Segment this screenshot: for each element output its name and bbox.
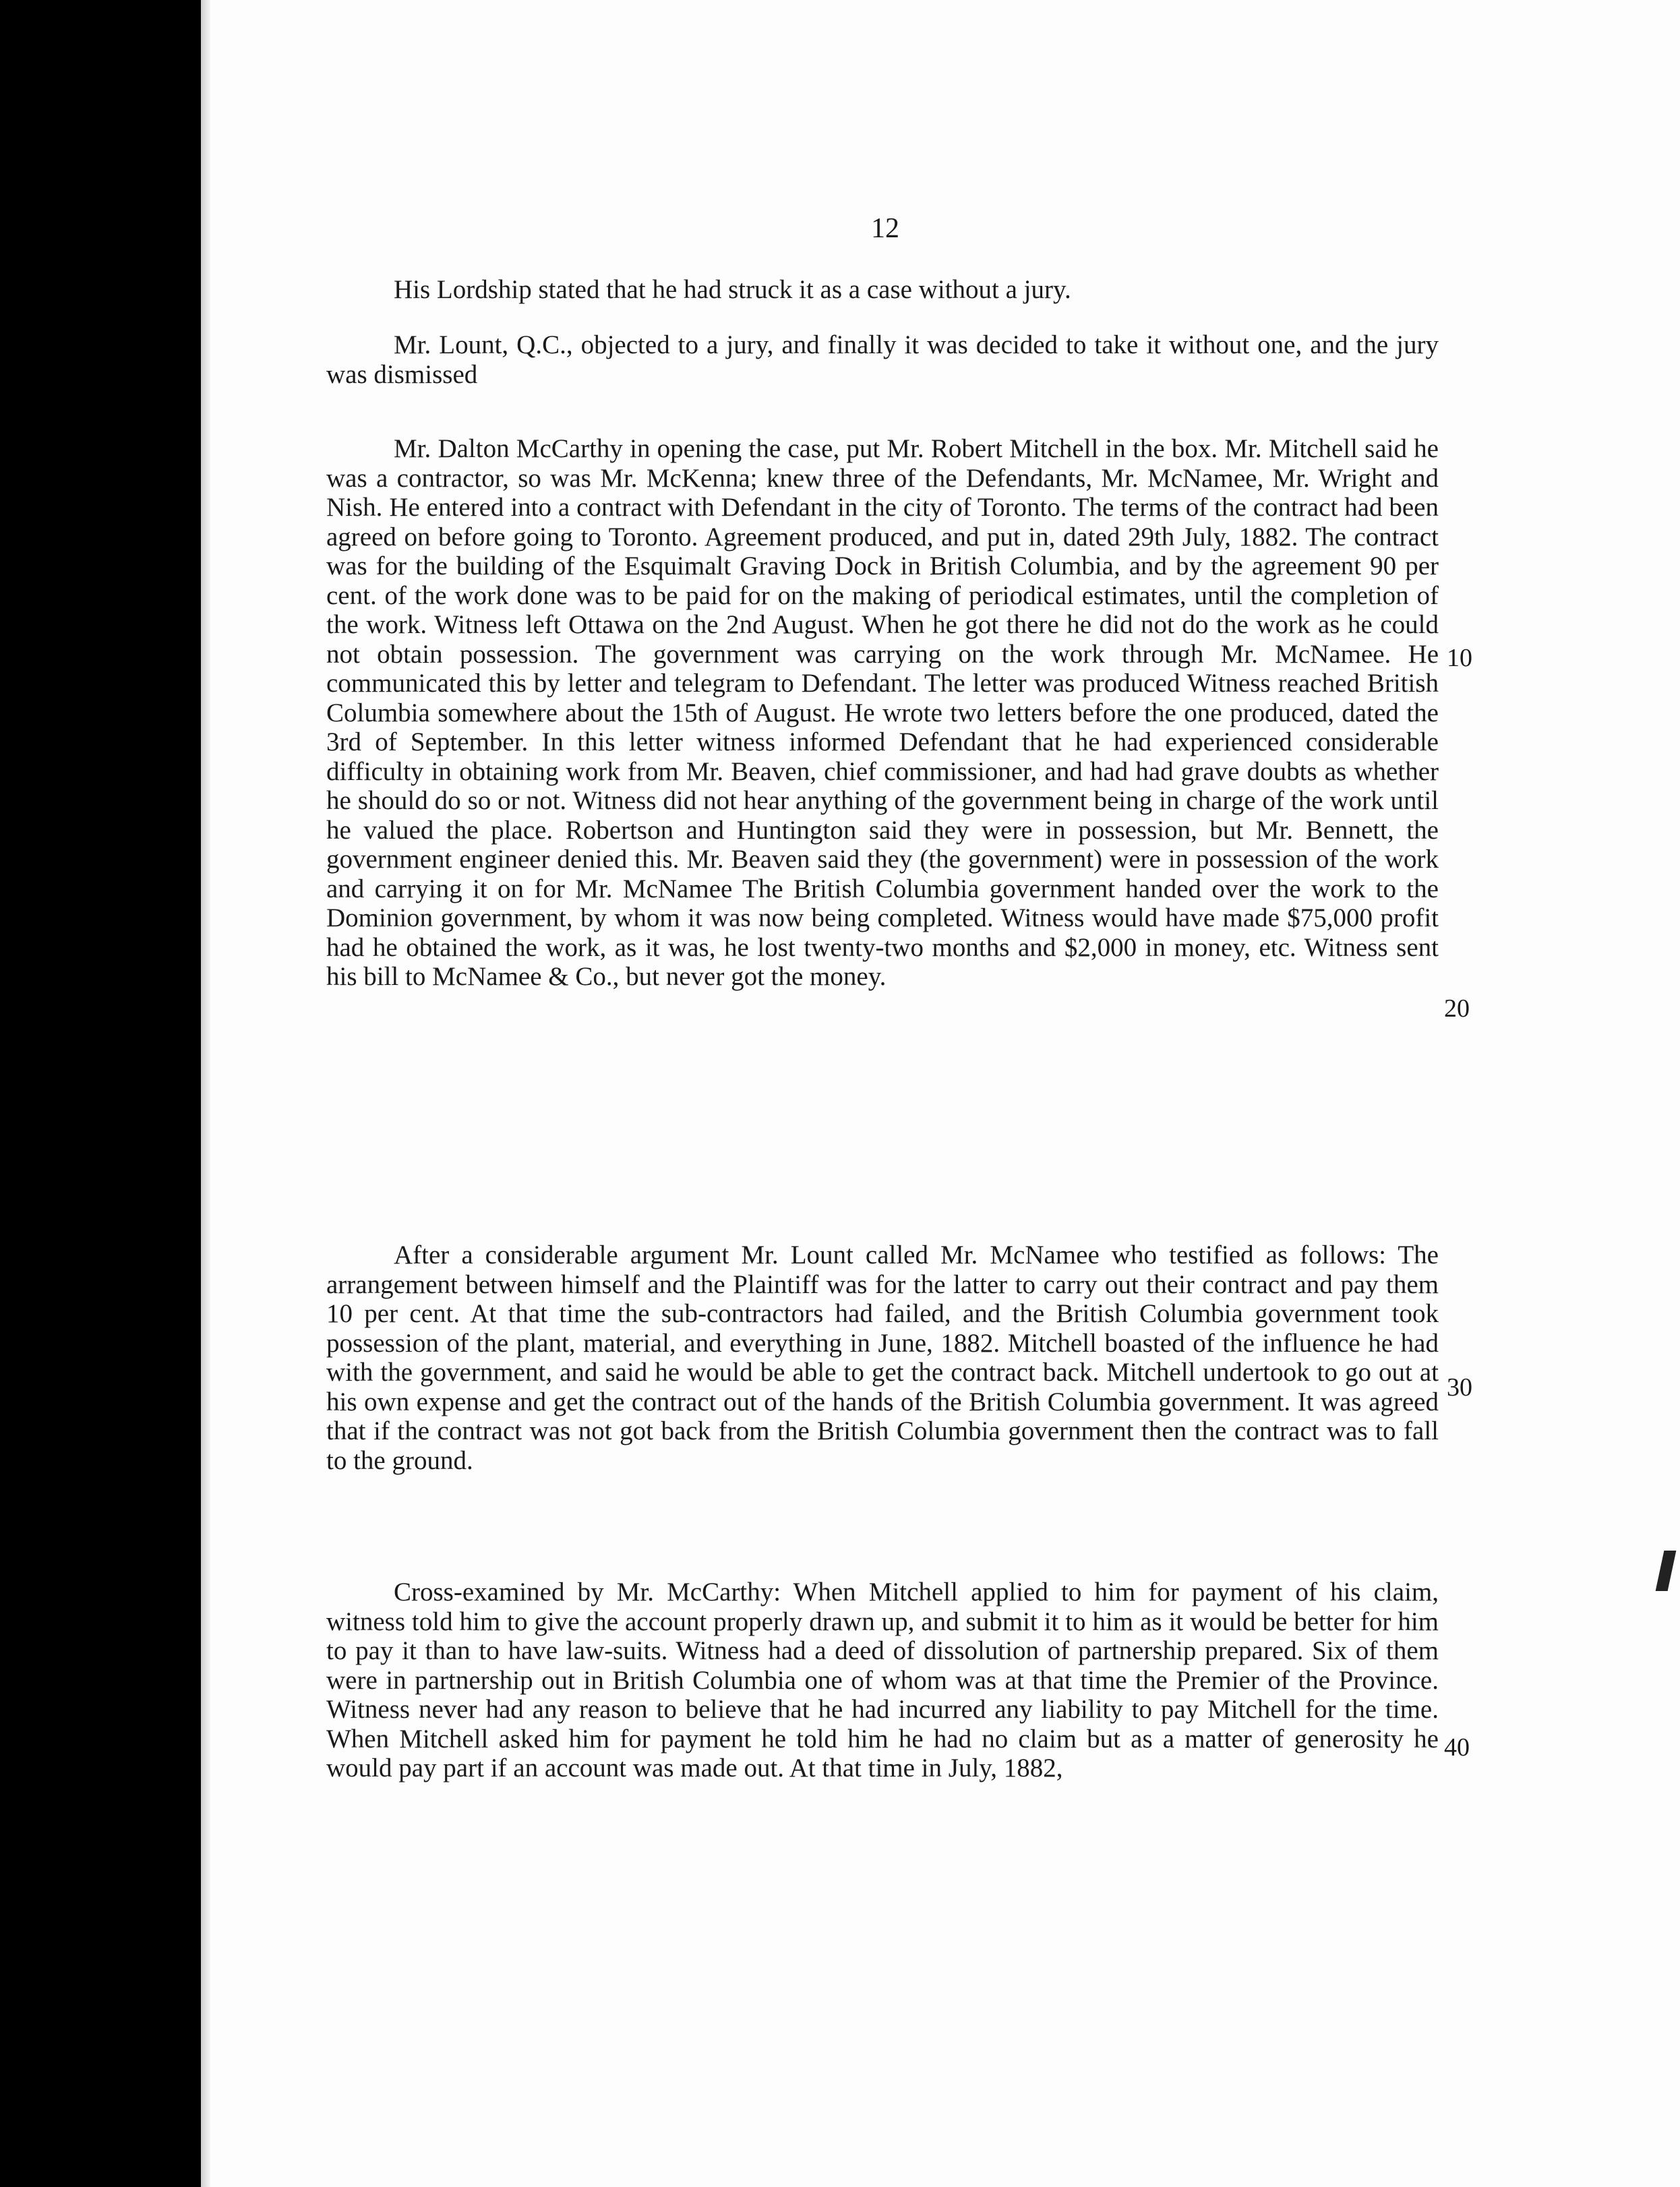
- paragraph-3: Mr. Dalton McCarthy in opening the case, put Mr. Robert Mitchell in the box. Mr. Mitchell said he was a contractor, so was Mr. McKenna; knew three of the Defendants, Mr. McNamee, Mr. Wright and Nish. He entered into a contract with Defendant in the city of Toronto. The terms of the contract had been agreed on before going to Toronto. Agreement produced, and put in, dated 29th July, 1882. The contract was for the building of the Esquimalt Graving Dock in British Columbia, and by the agreement 90 per cent. of the work done was to be paid for on the making of periodical estimates, until the completion of the work. Witness left Ottawa on the 2nd August. When he got there he did not do the work as he could not obtain possession. The government was carrying on the work through Mr. McNamee. He communicated this by letter and telegram to Defendant. The letter was produced Witness reached British Columbia somewhere about the 15th of August. He wrote two letters before the one produced, dated the 3rd of September. In this letter witness informed Defendant that he had experienced considerable difficulty in obtaining work from Mr. Beaven, chief commissioner, and had had grave doubts as whether he should do so or not. Witness did not hear anything of the government being in charge of the work until he valued the place. Robertson and Huntington said they were in possession, but Mr. Bennett, the government engineer denied this. Mr. Beaven said they (the government) were in possession of the work and carrying it on for Mr. McNamee The British Columbia government handed over the work to the Dominion government, by whom it was now being completed. Witness would have made $75,000 profit had he obtained the work, as it was, he lost twenty-two months and $2,000 in money, etc. Witness sent his bill to McNamee & Co., but never got the money.: [326, 434, 1439, 991]
- paragraph-4: After a considerable argument Mr. Lount called Mr. McNamee who testified as follows: The arrangement between himself and the Plaintiff was for the latter to carry out their contract and pay them 10 per cent. At that time the sub-contractors had failed, and the British Columbia government took possession of the plant, material, and everything in June, 1882. Mitchell boasted of the influence he had with the government, and said he would be able to get the contract back. Mitchell undertook to go out at his own expense and get the contract out of the hands of the British Columbia government. It was agreed that if the contract was not got back from the British Columbia government then the contract was to fall to the ground.: [326, 1240, 1439, 1475]
- paragraph-1: His Lordship stated that he had struck it as a case without a jury.: [394, 275, 1071, 304]
- margin-line-number-10: 10: [1447, 644, 1472, 672]
- margin-line-number-20: 20: [1444, 994, 1470, 1023]
- left-dark-margin: [0, 0, 201, 2187]
- margin-line-number-30: 30: [1447, 1373, 1472, 1402]
- paragraph-5: Cross-examined by Mr. McCarthy: When Mitchell applied to him for payment of his claim, witness told him to give the account properly drawn up, and submit it to him as it would be better for him to pay it than to have law-suits. Witness had a deed of dissolution of partnership prepared. Six of them were in partnership out in British Columbia one of whom was at that time the Premier of the Province. Witness never had any reason to believe that he had incurred any liability to pay Mitchell for the time. When Mitchell asked him for payment he told him he had no claim but as a matter of generosity he would pay part if an account was made out. At that time in July, 1882,: [326, 1578, 1439, 1782]
- page-number: 12: [871, 213, 899, 244]
- paragraph-2: Mr. Lount, Q.C., objected to a jury, and finally it was decided to take it without one, and the jury was dismissed: [326, 330, 1439, 389]
- document-page: [201, 0, 1680, 2187]
- page-fold-shadow: [201, 0, 210, 2187]
- margin-line-number-40: 40: [1444, 1733, 1470, 1762]
